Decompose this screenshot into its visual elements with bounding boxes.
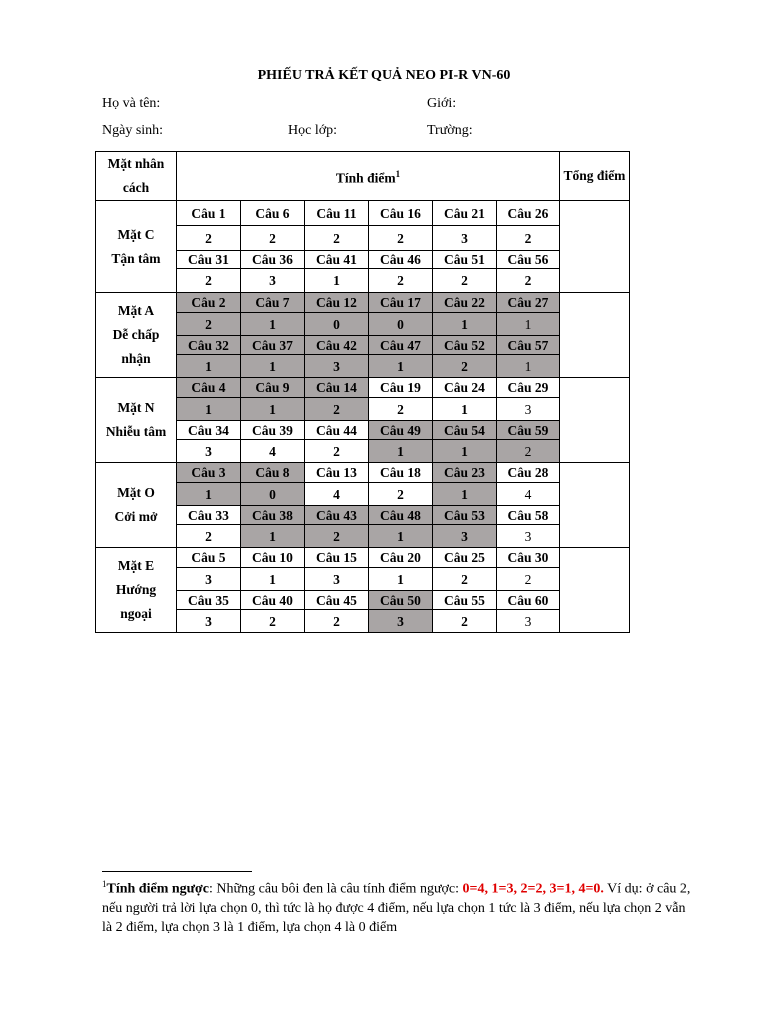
score-value: 2 xyxy=(433,269,497,293)
question-label: Câu 12 xyxy=(305,293,369,313)
footnote xyxy=(102,875,694,937)
score-value: 2 xyxy=(433,610,497,633)
question-label: Câu 19 xyxy=(369,378,433,398)
question-label: Câu 11 xyxy=(305,201,369,226)
score-value: 2 xyxy=(369,398,433,421)
score-value: 1 xyxy=(433,483,497,506)
score-value: 2 xyxy=(177,525,241,548)
score-value: 2 xyxy=(177,226,241,251)
score-value: 2 xyxy=(497,440,560,463)
question-label: Câu 45 xyxy=(305,591,369,610)
question-label: Câu 15 xyxy=(305,548,369,568)
header-total: Tổng điểm xyxy=(560,152,630,201)
question-label: Câu 60 xyxy=(497,591,560,610)
footnote-example: Ví dụ: ở câu 2, nếu người trả lời lựa chọn 0, thì tức là họ được 4 điểm, nếu lựa chọn 1 tức là 3 điểm, nếu lựa chọn 2 vẫn là 2 điểm, lựa chọn 3 là 1 điểm, lựa chọn 4 là 0 điểm xyxy=(102,881,691,935)
score-value: 1 xyxy=(433,440,497,463)
question-label: Câu 27 xyxy=(497,293,560,313)
question-label: Câu 47 xyxy=(369,336,433,355)
question-label: Câu 54 xyxy=(433,421,497,440)
question-label: Câu 57 xyxy=(497,336,560,355)
question-label: Câu 28 xyxy=(497,463,560,483)
question-label: Câu 20 xyxy=(369,548,433,568)
score-value: 3 xyxy=(497,398,560,421)
question-label: Câu 58 xyxy=(497,506,560,525)
score-value: 2 xyxy=(305,525,369,548)
score-value: 1 xyxy=(433,313,497,336)
question-label: Câu 51 xyxy=(433,251,497,269)
facet-o: Mặt O Cởi mở xyxy=(96,463,177,548)
question-label: Câu 18 xyxy=(369,463,433,483)
page-title: PHIẾU TRẢ KẾT QUẢ NEO PI-R VN-60 xyxy=(257,68,511,83)
score-value: 1 xyxy=(241,568,305,591)
question-label: Câu 38 xyxy=(241,506,305,525)
school-label: Trường: xyxy=(427,123,473,138)
score-value: 3 xyxy=(241,269,305,293)
question-label: Câu 48 xyxy=(369,506,433,525)
score-value: 2 xyxy=(177,313,241,336)
question-label: Câu 44 xyxy=(305,421,369,440)
total-a[interactable] xyxy=(560,293,630,378)
score-value: 1 xyxy=(497,313,560,336)
score-value: 1 xyxy=(369,568,433,591)
question-label: Câu 26 xyxy=(497,201,560,226)
score-value: 0 xyxy=(369,313,433,336)
score-value: 3 xyxy=(433,226,497,251)
question-label: Câu 13 xyxy=(305,463,369,483)
score-value: 3 xyxy=(177,568,241,591)
question-label: Câu 39 xyxy=(241,421,305,440)
question-label: Câu 46 xyxy=(369,251,433,269)
score-value: 2 xyxy=(177,269,241,293)
score-value: 1 xyxy=(241,398,305,421)
score-value: 1 xyxy=(241,525,305,548)
question-label: Câu 49 xyxy=(369,421,433,440)
score-value: 2 xyxy=(241,610,305,633)
question-label: Câu 56 xyxy=(497,251,560,269)
score-value: 3 xyxy=(177,440,241,463)
gender-label: Giới: xyxy=(427,96,457,111)
score-value: 0 xyxy=(241,483,305,506)
score-value: 2 xyxy=(369,226,433,251)
footnote-text: : Những câu bôi đen là câu tính điểm ngược: xyxy=(209,881,463,897)
question-label: Câu 30 xyxy=(497,548,560,568)
question-label: Câu 36 xyxy=(241,251,305,269)
question-label: Câu 9 xyxy=(241,378,305,398)
score-value: 1 xyxy=(177,355,241,378)
score-value: 3 xyxy=(497,525,560,548)
question-label: Câu 2 xyxy=(177,293,241,313)
score-value: 2 xyxy=(305,610,369,633)
score-value: 1 xyxy=(369,440,433,463)
score-value: 3 xyxy=(305,568,369,591)
score-value: 3 xyxy=(177,610,241,633)
total-o[interactable] xyxy=(560,463,630,548)
score-value: 4 xyxy=(241,440,305,463)
score-value: 3 xyxy=(433,525,497,548)
question-label: Câu 41 xyxy=(305,251,369,269)
question-label: Câu 17 xyxy=(369,293,433,313)
score-value: 2 xyxy=(433,355,497,378)
score-value: 2 xyxy=(241,226,305,251)
question-label: Câu 52 xyxy=(433,336,497,355)
question-label: Câu 7 xyxy=(241,293,305,313)
question-label: Câu 16 xyxy=(369,201,433,226)
question-label: Câu 50 xyxy=(369,591,433,610)
question-label: Câu 43 xyxy=(305,506,369,525)
question-label: Câu 37 xyxy=(241,336,305,355)
footnote-term: Tính điểm ngược xyxy=(106,881,210,897)
score-value: 1 xyxy=(177,398,241,421)
total-e[interactable] xyxy=(560,548,630,633)
question-label: Câu 24 xyxy=(433,378,497,398)
score-value: 1 xyxy=(241,313,305,336)
score-value: 0 xyxy=(305,313,369,336)
question-label: Câu 29 xyxy=(497,378,560,398)
question-label: Câu 4 xyxy=(177,378,241,398)
question-label: Câu 34 xyxy=(177,421,241,440)
footnote-divider xyxy=(102,871,252,872)
score-value: 1 xyxy=(241,355,305,378)
total-n[interactable] xyxy=(560,378,630,463)
score-value: 2 xyxy=(369,483,433,506)
score-value: 2 xyxy=(305,440,369,463)
facet-e: Mặt E Hướng ngoại xyxy=(96,548,177,633)
score-value: 2 xyxy=(369,269,433,293)
score-value: 1 xyxy=(177,483,241,506)
footnote-marker: 1 xyxy=(102,879,107,889)
name-label: Họ và tên: xyxy=(102,96,161,111)
question-label: Câu 3 xyxy=(177,463,241,483)
score-value: 1 xyxy=(433,398,497,421)
results-table xyxy=(95,151,630,633)
question-label: Câu 25 xyxy=(433,548,497,568)
question-label: Câu 53 xyxy=(433,506,497,525)
class-label: Học lớp: xyxy=(288,123,338,138)
question-label: Câu 10 xyxy=(241,548,305,568)
score-value: 3 xyxy=(369,610,433,633)
total-c[interactable] xyxy=(560,201,630,293)
question-label: Câu 59 xyxy=(497,421,560,440)
facet-n: Mặt N Nhiễu tâm xyxy=(96,378,177,463)
score-value: 2 xyxy=(433,568,497,591)
score-value: 4 xyxy=(305,483,369,506)
score-value: 1 xyxy=(305,269,369,293)
score-value: 3 xyxy=(497,610,560,633)
question-label: Câu 42 xyxy=(305,336,369,355)
question-label: Câu 35 xyxy=(177,591,241,610)
question-label: Câu 8 xyxy=(241,463,305,483)
question-label: Câu 31 xyxy=(177,251,241,269)
question-label: Câu 1 xyxy=(177,201,241,226)
score-value: 1 xyxy=(369,355,433,378)
score-value: 1 xyxy=(497,355,560,378)
question-label: Câu 14 xyxy=(305,378,369,398)
score-value: 1 xyxy=(369,525,433,548)
question-label: Câu 21 xyxy=(433,201,497,226)
score-value: 4 xyxy=(497,483,560,506)
question-label: Câu 55 xyxy=(433,591,497,610)
question-label: Câu 32 xyxy=(177,336,241,355)
facet-a: Mặt A Dễ chấp nhận xyxy=(96,293,177,378)
facet-c: Mặt C Tận tâm xyxy=(96,201,177,293)
footnote-rule: 0=4, 1=3, 2=2, 3=1, 4=0. xyxy=(462,881,604,897)
question-label: Câu 23 xyxy=(433,463,497,483)
dob-label: Ngày sinh: xyxy=(102,123,164,138)
question-label: Câu 22 xyxy=(433,293,497,313)
score-value: 2 xyxy=(497,226,560,251)
question-label: Câu 40 xyxy=(241,591,305,610)
score-value: 2 xyxy=(305,398,369,421)
score-value: 2 xyxy=(497,269,560,293)
header-facet: Mặt nhân cách xyxy=(96,152,177,201)
score-value: 2 xyxy=(497,568,560,591)
score-value: 3 xyxy=(305,355,369,378)
score-value: 2 xyxy=(305,226,369,251)
question-label: Câu 33 xyxy=(177,506,241,525)
question-label: Câu 6 xyxy=(241,201,305,226)
header-score: Tính điểm$^1$ xyxy=(177,152,560,201)
question-label: Câu 5 xyxy=(177,548,241,568)
